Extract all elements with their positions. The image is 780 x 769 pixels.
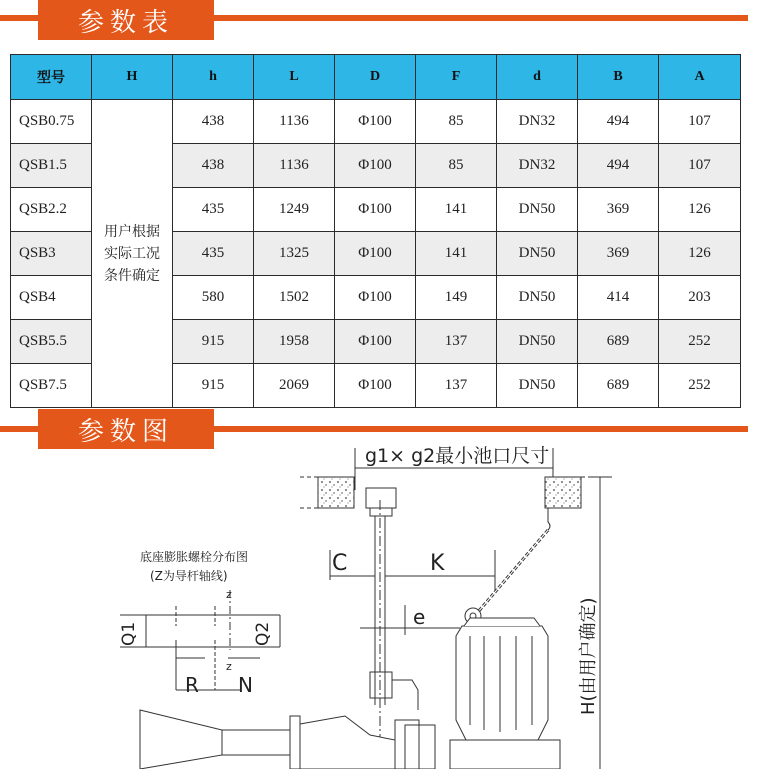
cell-h: 438 [173,100,254,144]
label-K: K [430,551,445,576]
cell-B: 494 [578,100,659,144]
header-A: A [659,55,741,100]
pool-opening-label: g1× g2最小池口尺寸 [365,445,550,467]
cell-B: 369 [578,188,659,232]
label-Q1: Q1 [119,621,139,646]
header-F: F [416,55,497,100]
cell-D: Φ100 [335,188,416,232]
cell-A: 252 [659,320,741,364]
cell-L: 1502 [254,276,335,320]
H-note-line: 用户根据 [104,223,160,240]
cell-model: QSB2.2 [11,188,92,232]
label-Z-bottom: z [226,660,232,673]
pool-slab-left [300,477,354,508]
header-B: B [578,55,659,100]
label-R: R [185,673,199,697]
installation-drawing [0,440,780,769]
cell-h: 915 [173,364,254,408]
mixer-motor [450,618,560,769]
cell-L: 1136 [254,100,335,144]
cell-h: 438 [173,144,254,188]
cell-d: DN50 [497,276,578,320]
H-note-line: 条件确定 [104,267,160,284]
cell-B: 369 [578,232,659,276]
cell-B: 689 [578,364,659,408]
header-D: D [335,55,416,100]
cell-F: 85 [416,100,497,144]
label-N: N [238,673,253,697]
base-layout-subtitle: (Z为导杆轴线) [150,569,228,583]
cell-L: 1325 [254,232,335,276]
section-title-drawing: 参数图 [38,409,214,449]
cell-h: 435 [173,188,254,232]
cell-d: DN50 [497,232,578,276]
cell-B: 494 [578,144,659,188]
cell-F: 137 [416,364,497,408]
cell-model: QSB4 [11,276,92,320]
pool-slab-right [545,477,612,508]
parameter-table [10,54,741,408]
cell-A: 126 [659,188,741,232]
header-H: H [92,55,173,100]
cell-d: DN32 [497,144,578,188]
cell-h: 435 [173,232,254,276]
cell-D: Φ100 [335,276,416,320]
cell-B: 414 [578,276,659,320]
cell-L: 1136 [254,144,335,188]
label-H: H(由用户确定) [578,597,599,715]
cell-h: 580 [173,276,254,320]
cell-L: 1958 [254,320,335,364]
cell-d: DN50 [497,364,578,408]
cell-F: 141 [416,188,497,232]
cell-model: QSB7.5 [11,364,92,408]
guide-rod [375,500,385,769]
cell-F: 85 [416,144,497,188]
cell-d: DN50 [497,188,578,232]
cell-D: Φ100 [335,232,416,276]
header-h: h [173,55,254,100]
cell-D: Φ100 [335,100,416,144]
section-title-params: 参数表 [38,0,214,40]
header-d: d [497,55,578,100]
cell-D: Φ100 [335,320,416,364]
cell-model: QSB0.75 [11,100,92,144]
cell-d: DN32 [497,100,578,144]
cell-A: 107 [659,144,741,188]
cell-D: Φ100 [335,144,416,188]
cell-A: 107 [659,100,741,144]
cell-A: 203 [659,276,741,320]
propeller-assembly [140,710,395,769]
label-Z-top: z [226,588,232,601]
guide-rod-bracket [366,488,396,516]
cell-model: QSB1.5 [11,144,92,188]
cell-B: 689 [578,320,659,364]
cell-model: QSB3 [11,232,92,276]
cell-A: 252 [659,364,741,408]
header-model: 型号 [11,55,92,100]
cell-model: QSB5.5 [11,320,92,364]
header-L: L [254,55,335,100]
cell-d: DN50 [497,320,578,364]
label-Q2: Q2 [253,621,273,646]
cell-h: 915 [173,320,254,364]
cell-F: 141 [416,232,497,276]
lifting-chain [465,508,550,624]
cell-F: 149 [416,276,497,320]
label-e: e [413,605,426,629]
cell-A: 126 [659,232,741,276]
base-layout-title: 底座膨胀螺栓分布图 [140,550,249,564]
cell-D: Φ100 [335,364,416,408]
label-C: C [332,551,348,576]
cell-H-merged [92,100,173,408]
table-row [11,100,741,144]
cell-L: 1249 [254,188,335,232]
H-note-line: 实际工况 [104,245,160,262]
cell-L: 2069 [254,364,335,408]
cell-F: 137 [416,320,497,364]
table-header-row [11,55,741,100]
